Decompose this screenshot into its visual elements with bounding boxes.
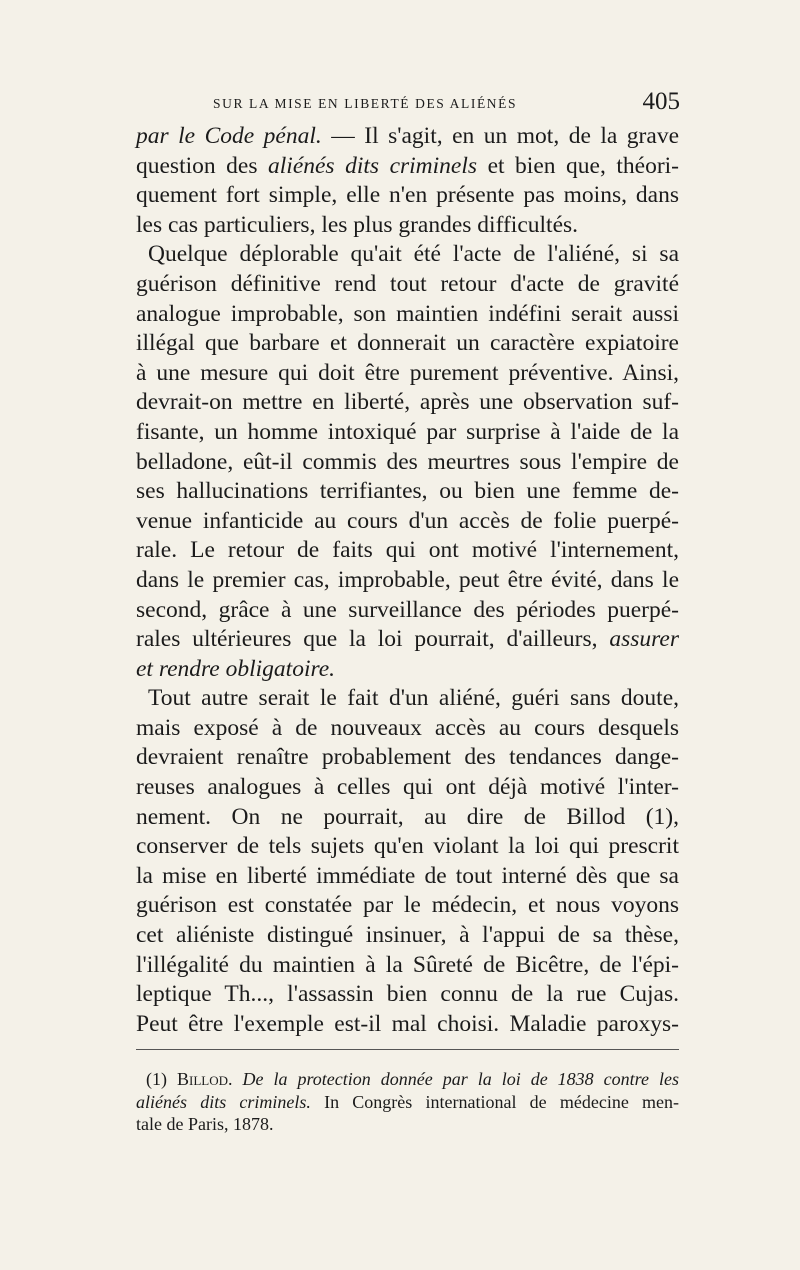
text-line: guérison définitive rend tout retour d'acte de gravité	[136, 270, 679, 297]
footnote-author: Billod.	[176, 1069, 233, 1089]
text-line: conserver de tels sujets qu'en violant la loi qui prescrit	[136, 833, 679, 860]
text-line: Quelque déplorable qu'ait été l'acte de l'aliéné, si sa	[148, 241, 679, 268]
footnote-line: (1) Billod. De la protection donnée par la loi de 1838 contre les	[146, 1069, 679, 1089]
text-line: illégal que barbare et donnerait un caractère expiatoire	[136, 330, 679, 357]
text-line: ses hallucinations terrifiantes, ou bien une femme de-	[136, 478, 679, 505]
text-line: les cas particuliers, les plus grandes difficultés.	[136, 211, 579, 238]
text-line: question des aliénés dits criminels et bien que, théori-	[136, 152, 679, 179]
text-line: Tout autre serait le fait d'un aliéné, guéri sans doute,	[148, 685, 679, 712]
text-line: dans le premier cas, improbable, peut être évité, dans le	[136, 566, 679, 593]
text-line: Peut être l'exemple est-il mal choisi. Maladie paroxys-	[136, 1010, 679, 1037]
text-line: à une mesure qui doit être purement préventive. Ainsi,	[136, 359, 679, 386]
text-line: analogue improbable, son maintien indéfini serait aussi	[136, 300, 679, 327]
text-line: rale. Le retour de faits qui ont motivé l'internement,	[136, 537, 679, 564]
text-line: fisante, un homme intoxiqué par surprise à l'aide de la	[136, 418, 679, 445]
text-line: belladone, eût-il commis des meurtres sous l'empire de	[136, 448, 679, 475]
text-line: nement. On ne pourrait, au dire de Billod (1),	[136, 803, 679, 830]
page-header	[135, 88, 680, 118]
footnote-line: tale de Paris, 1878.	[136, 1114, 274, 1134]
text-line: et rendre obligatoire.	[136, 655, 336, 682]
text-line: devrait-on mettre en liberté, après une observation suf-	[136, 389, 679, 416]
body-text	[136, 122, 679, 1039]
footnote	[136, 1068, 679, 1136]
text-line: venue infanticide au cours d'un accès de folie puerpé-	[136, 507, 679, 534]
text-line: devraient renaître probablement des tendances dange-	[136, 744, 679, 771]
text-line: second, grâce à une surveillance des périodes puerpé-	[136, 596, 679, 623]
footnote-divider	[136, 1049, 679, 1050]
text-line: l'illégalité du maintien à la Sûreté de Bicêtre, de l'épi-	[136, 951, 679, 978]
footnote-marker: (1)	[146, 1069, 177, 1089]
running-head: SUR LA MISE EN LIBERTÉ DES ALIÉNÉS	[213, 96, 518, 111]
text-line: rales ultérieures que la loi pourrait, d'ailleurs, assurer	[136, 626, 679, 653]
text-line: mais exposé à de nouveaux accès au cours desquels	[136, 714, 679, 741]
text-line: par le Code pénal. — Il s'agit, en un mot, de la grave	[136, 123, 679, 149]
footnote-line: aliénés dits criminels. In Congrès international de médecine men-	[136, 1091, 679, 1112]
text-line: leptique Th..., l'assassin bien connu de la rue Cujas.	[136, 981, 679, 1008]
text-line: cet aliéniste distingué insinuer, à l'appui de sa thèse,	[136, 922, 679, 949]
text-line: guérison est constatée par le médecin, et nous voyons	[136, 892, 679, 919]
text-line: la mise en liberté immédiate de tout interné dès que sa	[136, 862, 679, 889]
text-line: quement fort simple, elle n'en présente pas moins, dans	[136, 182, 679, 209]
text-line: reuses analogues à celles qui ont déjà motivé l'inter-	[136, 774, 679, 801]
page-number: 405	[642, 88, 680, 115]
